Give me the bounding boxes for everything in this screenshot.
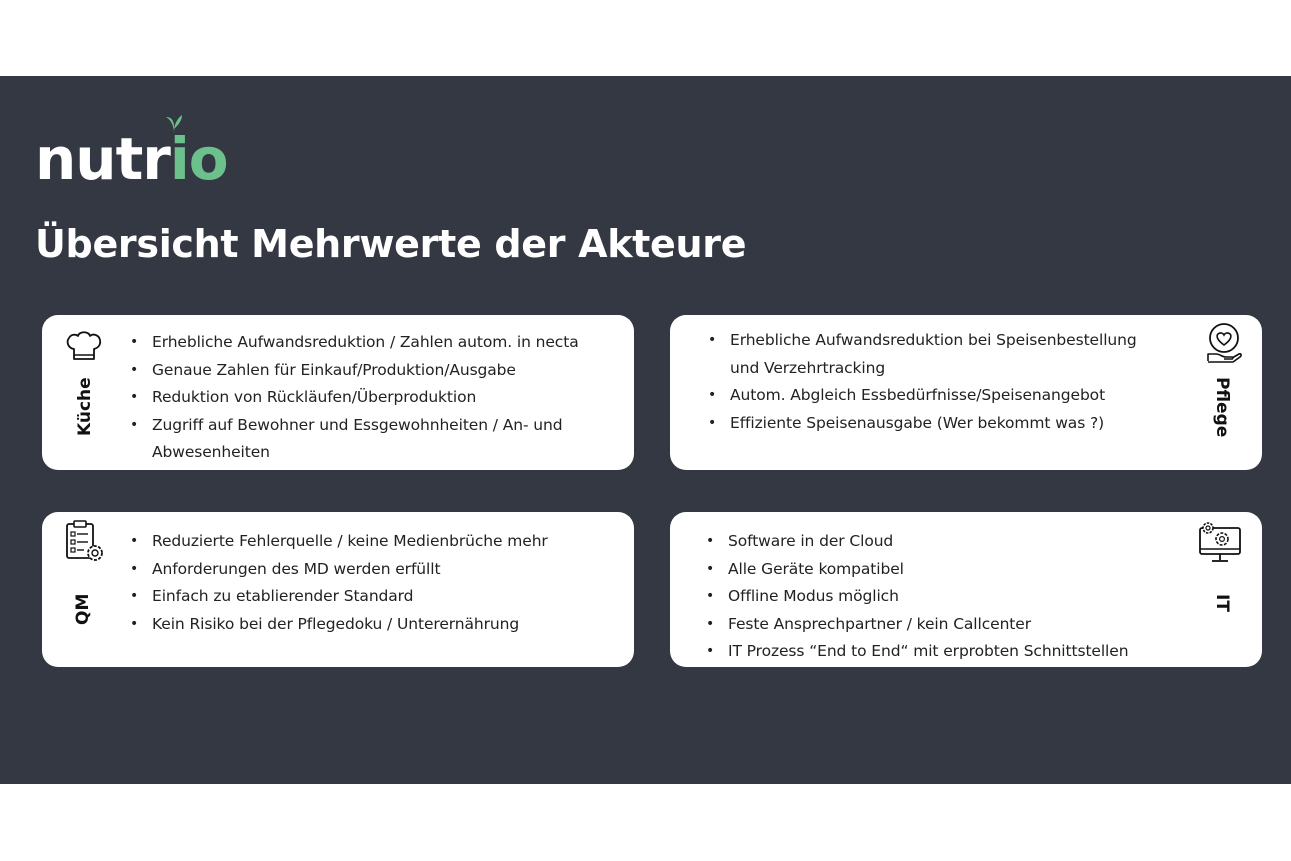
list-pflege <box>708 327 1178 437</box>
list-item: • Reduzierte Fehlerquelle / keine Medienbrüche mehr <box>130 528 610 556</box>
list-item: • Anforderungen des MD werden erfüllt <box>130 556 610 584</box>
card-label-pflege: Pflege <box>1212 377 1232 438</box>
list-item: • Genaue Zahlen für Einkauf/Produktion/Ausgabe <box>130 357 610 385</box>
list-item: • Offline Modus möglich <box>706 583 1176 611</box>
list-kueche <box>130 329 610 467</box>
leaf-icon <box>166 115 182 133</box>
list-item: • Erhebliche Aufwandsreduktion bei Speisenbestellung und Verzehrtracking <box>708 327 1160 382</box>
page-title: Übersicht Mehrwerte der Akteure <box>35 222 747 266</box>
list-item: • Autom. Abgleich Essbedürfnisse/Speisenangebot <box>708 382 1178 410</box>
list-it <box>706 528 1176 666</box>
list-item: • Alle Geräte kompatibel <box>706 556 1176 584</box>
chef-hat-icon <box>62 325 106 369</box>
list-item: • Software in der Cloud <box>706 528 1176 556</box>
logo-text: nutr <box>35 125 170 193</box>
card-label-kueche: Küche <box>75 377 95 436</box>
list-item: • Effiziente Speisenausgabe (Wer bekommt was ?) <box>708 410 1178 438</box>
heart-hand-icon <box>1202 321 1246 365</box>
list-item: • Feste Ansprechpartner / kein Callcenter <box>706 611 1176 639</box>
list-item: • Einfach zu etablierender Standard <box>130 583 610 611</box>
card-qm <box>42 512 634 667</box>
card-pflege <box>670 315 1262 470</box>
logo-accent-text: io <box>169 125 228 193</box>
card-kueche <box>42 315 634 470</box>
card-label-qm: QM <box>73 593 93 625</box>
monitor-gears-icon <box>1198 522 1242 566</box>
slide <box>0 76 1291 784</box>
list-item: • Kein Risiko bei der Pflegedoku / Unterernährung <box>130 611 610 639</box>
card-it <box>670 512 1262 667</box>
list-qm <box>130 528 610 638</box>
list-item: • IT Prozess “End to End“ mit erprobten Schnittstellen <box>706 638 1176 666</box>
list-item: • Reduktion von Rückläufen/Überproduktion <box>130 384 610 412</box>
list-item: • Zugriff auf Bewohner und Essgewohnheiten / An- und Abwesenheiten <box>130 412 582 467</box>
card-label-it: IT <box>1212 594 1232 612</box>
list-item: • Erhebliche Aufwandsreduktion / Zahlen autom. in necta <box>130 329 610 357</box>
logo-accent <box>170 125 228 193</box>
checklist-gear-icon <box>62 520 106 564</box>
nutrio-logo <box>35 126 228 192</box>
